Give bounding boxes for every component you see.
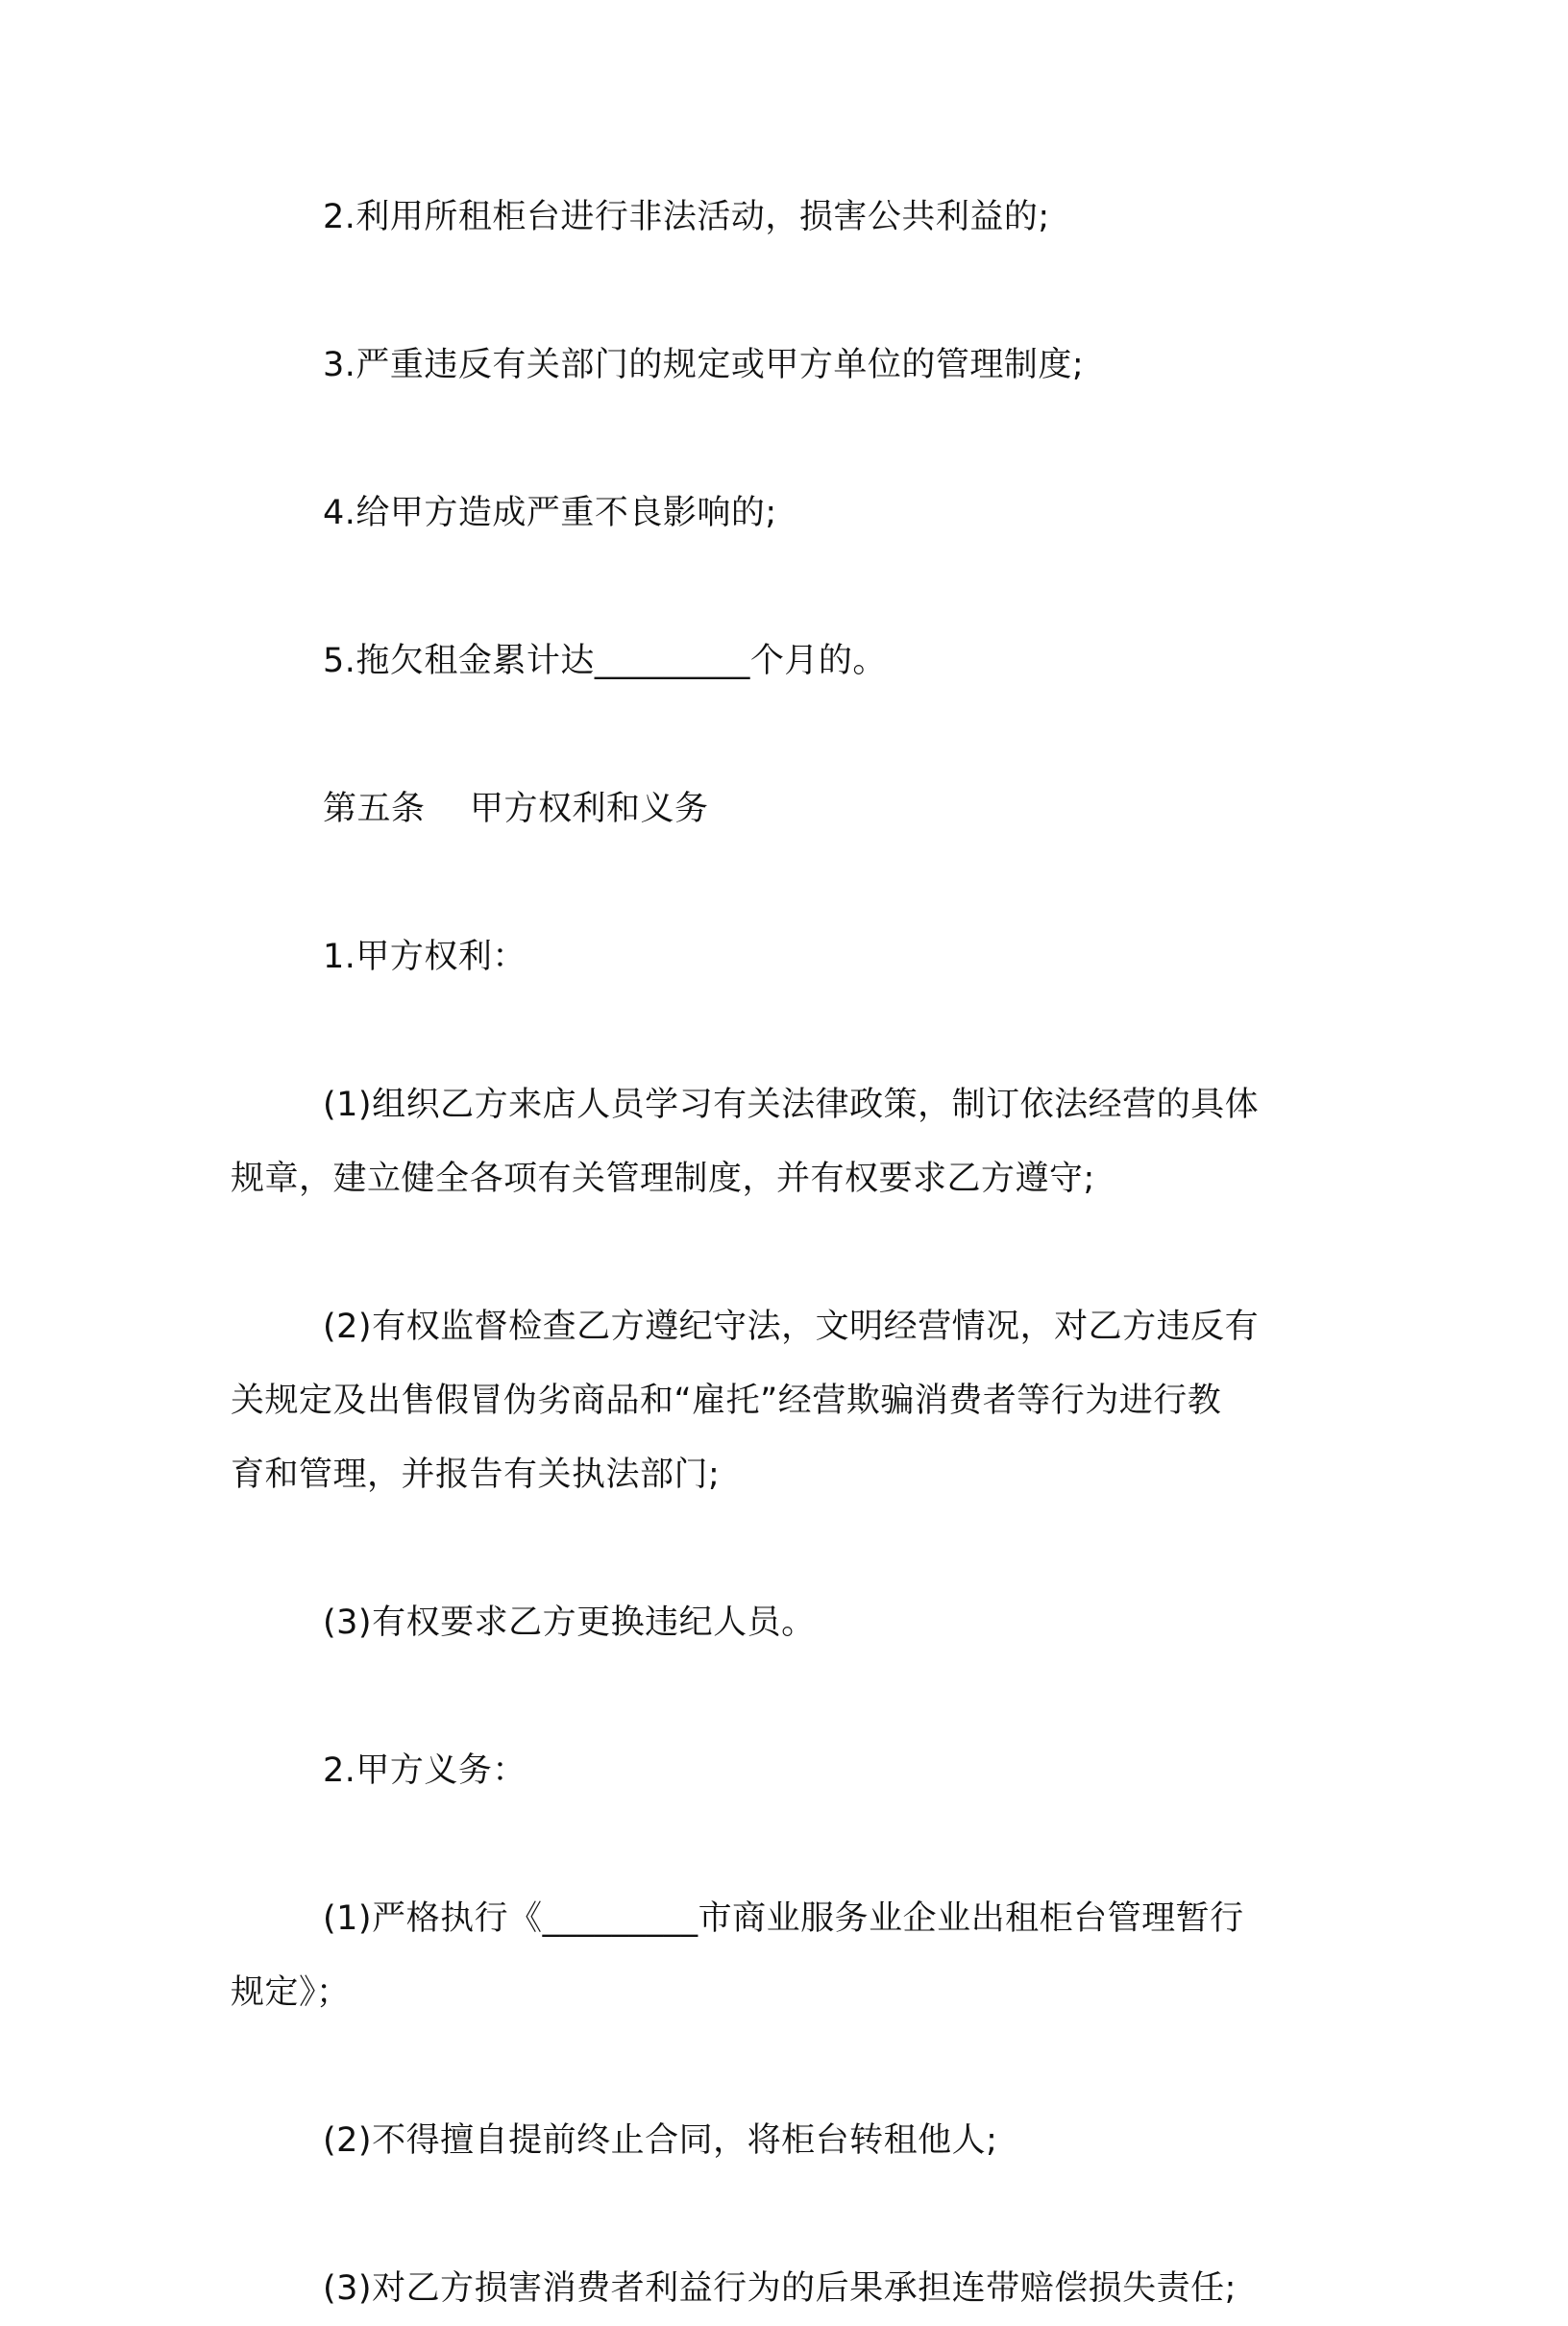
blank-line <box>231 1216 1307 1290</box>
text-line: 1.甲方权利： <box>323 938 527 976</box>
text-line: 3.严重违反有关部门的规定或甲方单位的管理制度; <box>323 346 1085 384</box>
blank-line <box>231 698 1307 772</box>
text-line: 2.利用所租柜台进行非法活动，损害公共利益的; <box>323 198 1050 236</box>
blank-line <box>231 1512 1307 1586</box>
blank-line <box>231 1808 1307 1882</box>
text-line: (2)不得擅自提前终止合同，将柜台转租他人; <box>323 2121 998 2160</box>
section-heading: 第五条 甲方权利和义务 <box>323 790 709 828</box>
blank-line <box>231 255 1307 329</box>
blank-line <box>231 403 1307 477</box>
text-line: 规定》； <box>231 1973 351 2012</box>
document-body <box>231 181 1307 2326</box>
text-line: 4.给甲方造成严重不良影响的; <box>323 494 777 532</box>
text-line: 2.甲方义务： <box>323 1751 527 1790</box>
text-line: 5.拖欠租金累计达_________个月的。 <box>323 642 887 680</box>
blank-line <box>231 551 1307 624</box>
text-line: 规章，建立健全各项有关管理制度，并有权要求乙方遵守; <box>231 1160 1095 1198</box>
text-line: (1)严格执行《_________市商业服务业企业出租柜台管理暂行 <box>323 1899 1244 1938</box>
blank-line <box>231 994 1307 1068</box>
text-line: 育和管理，并报告有关执法部门; <box>231 1456 721 1494</box>
text-line: (3)有权要求乙方更换违纪人员。 <box>323 1604 816 1642</box>
text-line: (2)有权监督检查乙方遵纪守法，文明经营情况，对乙方违反有 <box>323 1308 1260 1346</box>
blank-line <box>231 1660 1307 1734</box>
text-line: (3)对乙方损害消费者利益行为的后果承担连带赔偿损失责任; <box>323 2269 1237 2308</box>
blank-line <box>231 2030 1307 2104</box>
text-line: 关规定及出售假冒伪劣商品和“雇托”经营欺骗消费者等行为进行教 <box>231 1382 1222 1420</box>
blank-line <box>231 2178 1307 2252</box>
blank-line <box>231 846 1307 920</box>
text-line: (1)组织乙方来店人员学习有关法律政策，制订依法经营的具体 <box>323 1086 1260 1124</box>
